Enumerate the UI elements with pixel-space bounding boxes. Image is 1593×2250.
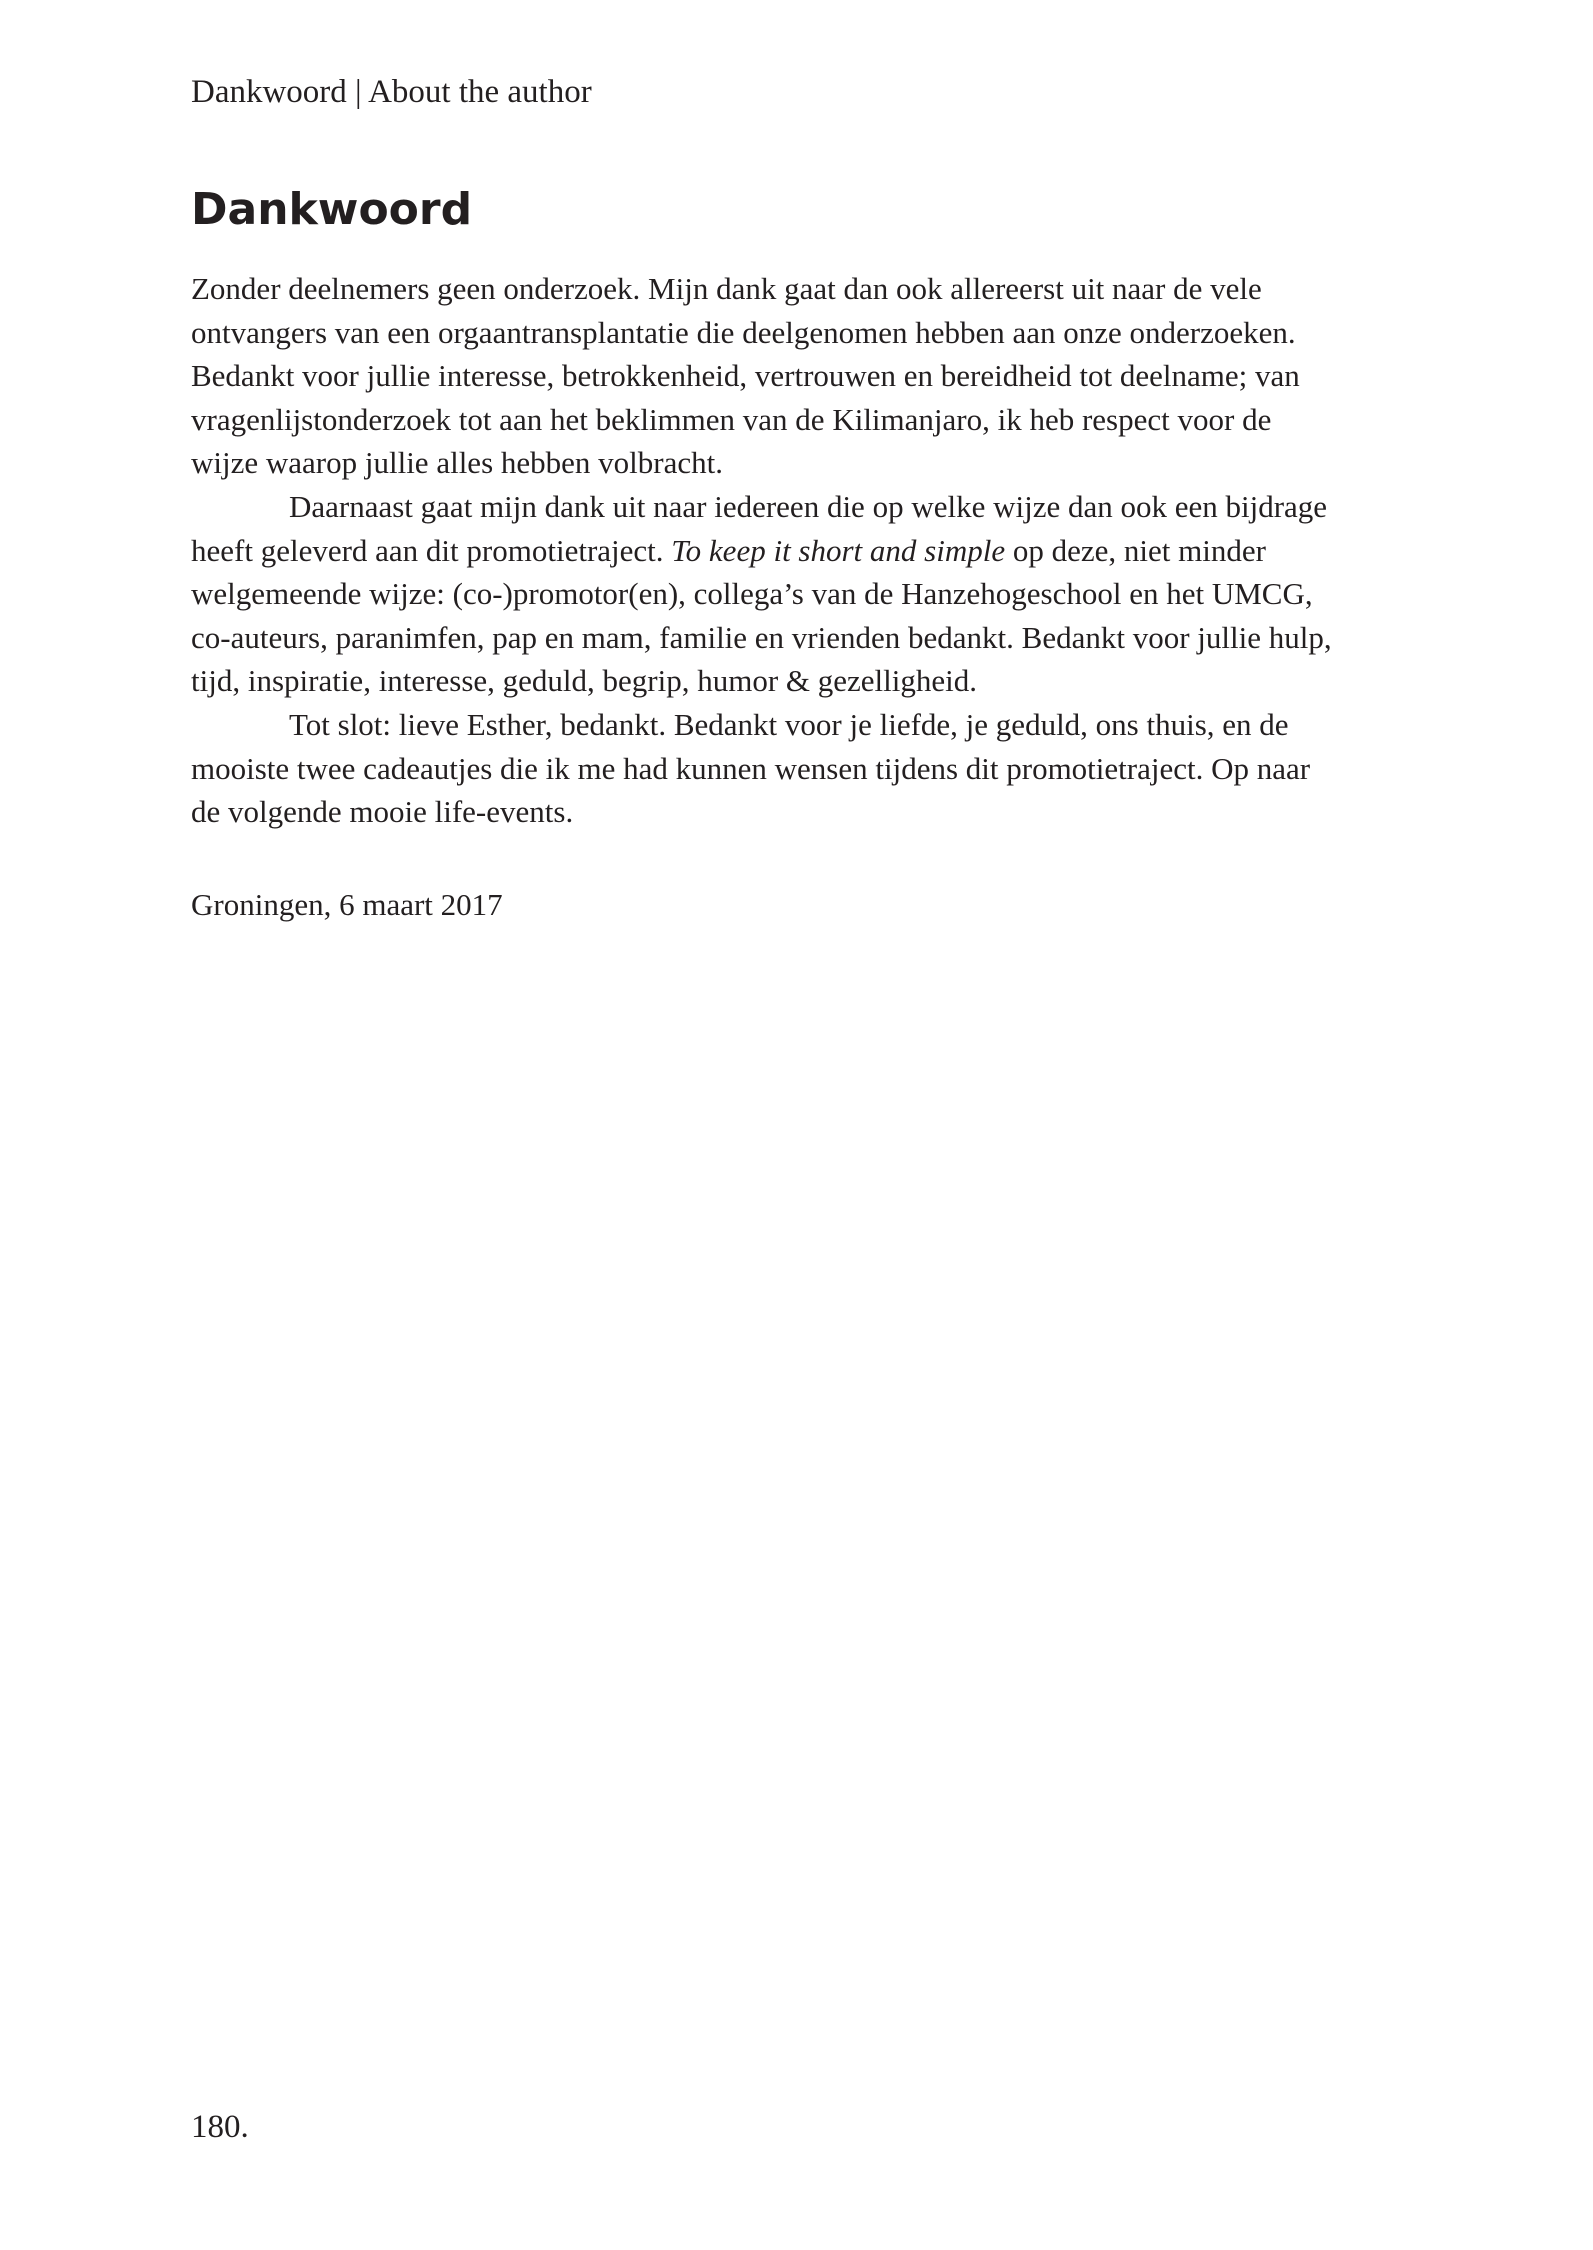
paragraph-esther [191,703,1411,834]
text-line: de volgende mooie life-events. [191,794,574,830]
place-and-date: Groningen, 6 maart 2017 [191,887,503,922]
text-line: Bedankt voor jullie interesse, betrokkenheid, vertrouwen en bereidheid tot deelname; van [191,358,1300,394]
acknowledgements-body [191,267,1411,834]
text-line: welgemeende wijze: (co-)promotor(en), collega’s van de Hanzehogeschool en het UMCG, [191,576,1313,612]
text-line: mooiste twee cadeautjes die ik me had kunnen wensen tijdens dit promotietraject. Op naar [191,750,1311,786]
page-title: Dankwoord [191,184,473,235]
page-number: 180. [191,2109,249,2145]
running-header: Dankwoord | About the author [191,74,592,110]
text-line: wijze waarop jullie alles hebben volbracht. [191,445,723,481]
text-line: tijd, inspiratie, interesse, geduld, begrip, humor & gezelligheid. [191,663,978,699]
text-line: ontvangers van een orgaantransplantatie die deelgenomen hebben aan onze onderzoeken. [191,314,1296,350]
text-line: vragenlijstonderzoek tot aan het beklimmen van de Kilimanjaro, ik heb respect voor de [191,401,1272,437]
text-run: heeft geleverd aan dit promotietraject. [191,532,672,568]
text-line: Daarnaast gaat mijn dank uit naar iedereen die op welke wijze dan ook een bijdrage [289,488,1328,524]
italic-phrase: To keep it short and simple [671,532,1006,568]
paragraph-contributors [191,485,1411,703]
text-line: Zonder deelnemers geen onderzoek. Mijn dank gaat dan ook allereerst uit naar de vele [191,271,1262,306]
text-line-mixed [191,529,1411,573]
text-line: Tot slot: lieve Esther, bedankt. Bedankt voor je liefde, je geduld, ons thuis, en de [289,706,1289,742]
text-run: op deze, niet minder [1005,532,1266,568]
text-line: co-auteurs, paranimfen, pap en mam, familie en vrienden bedankt. Bedankt voor jullie hulp, [191,619,1332,655]
paragraph-participants [191,267,1411,485]
